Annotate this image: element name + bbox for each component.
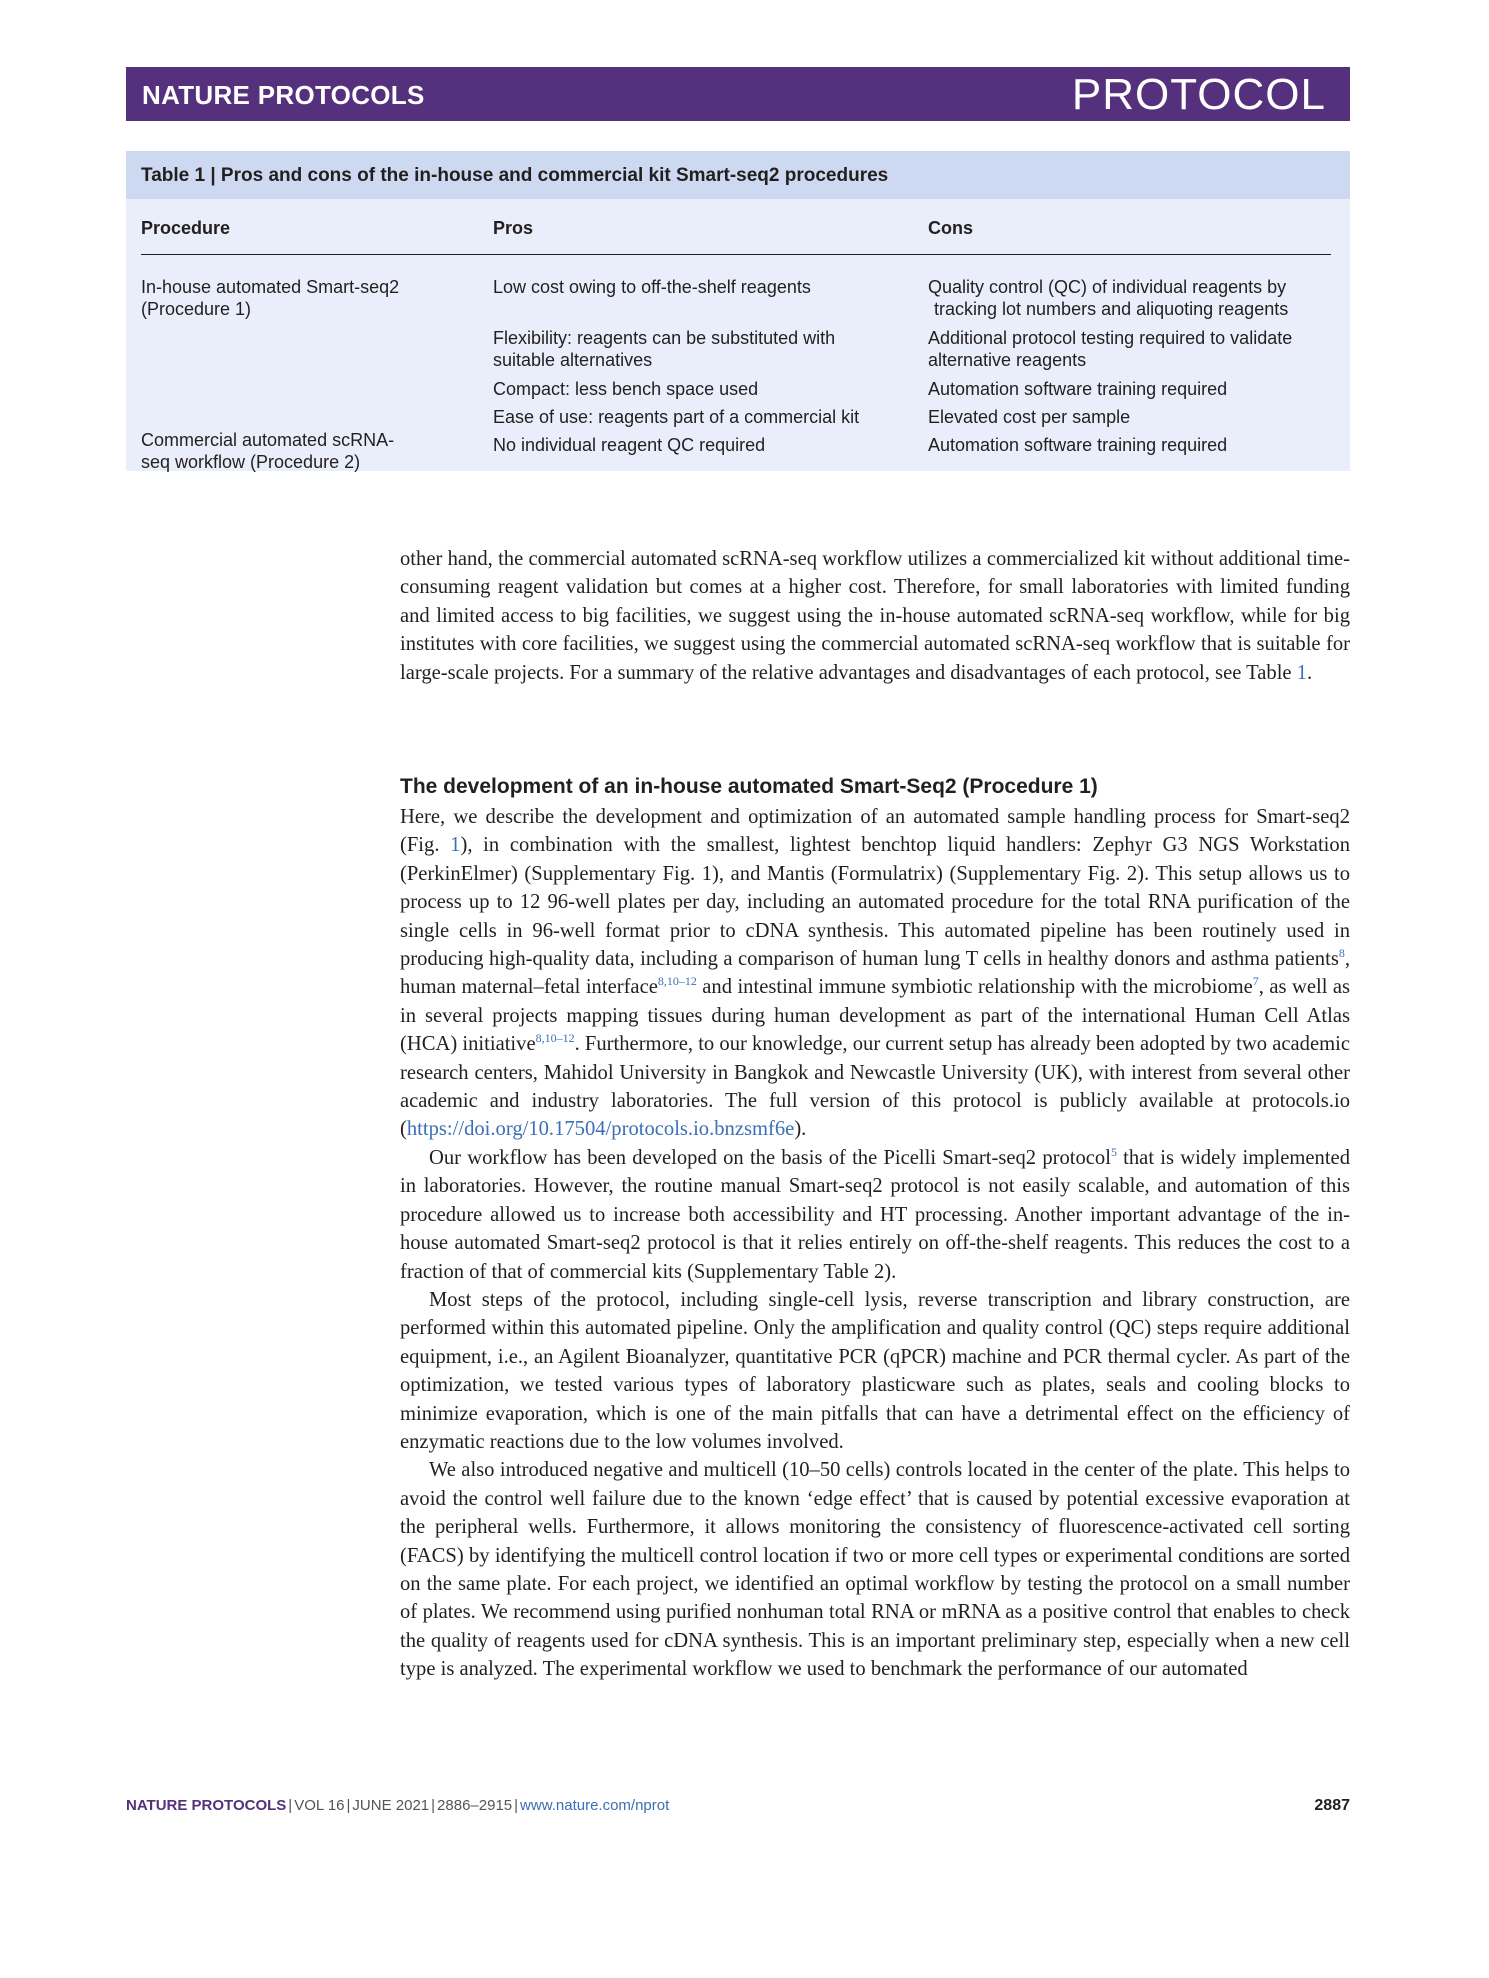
footer-separator: | [514, 1797, 519, 1814]
table-header-rule [141, 254, 1331, 255]
table-cell-con-line: tracking lot numbers and aliquoting reagents [934, 299, 1289, 319]
table-cell-pro: No individual reagent QC required [493, 435, 766, 455]
intro-paragraph [400, 545, 1350, 687]
reference-link[interactable]: 7 [1252, 974, 1259, 989]
procedure-2-cell [141, 429, 394, 473]
table-cell-pro [493, 327, 835, 371]
footer-separator: | [431, 1797, 436, 1814]
procedure-1-line-2: (Procedure 1) [141, 299, 252, 319]
footer-url-link[interactable]: www.nature.com/nprot [520, 1797, 670, 1814]
text-run: Here, we describe the development and optimization of an automated sample handling process for Smart-seq2 (Fig. [400, 806, 1350, 857]
footer-journal: NATURE PROTOCOLS [126, 1797, 287, 1814]
reference-link[interactable]: 8 [1338, 946, 1345, 961]
column-header-cons: Cons [928, 218, 973, 238]
table-cell-pro: Low cost owing to off-the-shelf reagents [493, 277, 811, 297]
text-run: , as well as in several projects mapping tissues during human development as part of the international Human Cell Atlas (HCA) initiative [400, 976, 1351, 1056]
table-cell-con: Automation software training required [928, 435, 1228, 455]
footer-volume: VOL 16 [294, 1797, 345, 1814]
table-cell-pro-line: Flexibility: reagents can be substituted with [493, 328, 836, 348]
journal-name: NATURE PROTOCOLS [142, 80, 425, 110]
table-cell-con-line: alternative reagents [928, 350, 1087, 370]
table-cell-pro: Compact: less bench space used [493, 379, 759, 399]
paragraph-workflow-basis [400, 1144, 1350, 1286]
text-run: . Furthermore, to our knowledge, our current setup has already been adopted by two academic research centers, Mahidol University in Bangkok and Newcastle University (UK), with interest from several other academic and industry laboratories. The full version of this protocol is publicly available at protocols.io ( [400, 1033, 1350, 1141]
reference-link[interactable]: 8,10–12 [657, 974, 697, 989]
section-heading: The development of an in-house automated Smart-Seq2 (Procedure 1) [400, 775, 1098, 798]
table-cell-con-line: Additional protocol testing required to validate [928, 328, 1293, 348]
intro-text: other hand, the commercial automated scRNA-seq workflow utilizes a commercialized kit without additional time-consuming reagent validation but comes at a higher cost. Therefore, for small laboratories with limited funding and limited access to big facilities, we suggest using the in-house automated scRNA-seq workflow, while for big institutes with core facilities, we suggest using the commercial automated scRNA-seq workflow that is suitable for large-scale projects. For a summary of the relative advantages and disadvantages of each protocol, see Table [400, 548, 1350, 684]
text-run: ), in combination with the smallest, lightest benchtop liquid handlers: Zephyr G3 NGS Workstation (PerkinElmer) (Supplementary Fig. 1), and Mantis (Formulatrix) (Supplementary Fig. 2). This setup allows us to process up to 12 96-well plates per day, including an automated procedure for the total RNA purification of the single cells in 96-well format prior to cDNA synthesis. This automated pipeline has been routinely used in producing high-quality data, including a comparison of human lung T cells in healthy donors and asthma patients [400, 834, 1350, 971]
text-run: and intestinal immune symbiotic relationship with the microbiome [696, 976, 1253, 999]
table-1-link[interactable]: 1 [1296, 661, 1308, 684]
paragraph-protocol-steps: Most steps of the protocol, including single-cell lysis, reverse transcription and library construction, are performed within this automated pipeline. Only the amplification and quality control (QC) steps require additional equipment, i.e., an Agilent Bioanalyzer, quantitative PCR (qPCR) machine and PCR thermal cycler. As part of the optimization, we tested various types of laboratory plasticware such as plates, seals and cooling blocks to minimize evaporation, which is one of the main pitfalls that can have a detrimental effect on the efficiency of enzymatic reactions due to the low volumes involved. [400, 1288, 1350, 1453]
protocols-io-link[interactable]: https://doi.org/10.17504/protocols.io.bnzsmf6e [406, 1118, 795, 1141]
table-title: Table 1 | Pros and cons of the in-house and commercial kit Smart-seq2 procedures [141, 165, 889, 186]
article-type-label: PROTOCOL [1071, 70, 1326, 119]
reference-link[interactable]: 5 [1110, 1144, 1117, 1159]
journal-header-bar [126, 67, 1350, 121]
table-cell-pro-line: suitable alternatives [493, 350, 653, 370]
procedure-2-line-2: seq workflow (Procedure 2) [141, 452, 361, 472]
procedure-1-line-1: In-house automated Smart-seq2 [141, 277, 400, 297]
paragraph-controls: We also introduced negative and multicell (10–50 cells) controls located in the center of the plate. This helps to avoid the control well failure due to the known ‘edge effect’ that is caused by potential excessive evaporation at the peripheral wells. Furthermore, it allows monitoring the consistency of fluorescence-activated cell sorting (FACS) by identifying the multicell control location if two or more cell types or experimental conditions are sorted on the same plate. For each project, we identified an optimal workflow by testing the protocol on a small number of plates. We recommend using purified nonhuman total RNA or mRNA as a positive control that enables to check the quality of reagents used for cDNA synthesis. This is an important preliminary step, especially when a new cell type is analyzed. The experimental workflow we used to benchmark the performance of our automated [400, 1459, 1350, 1681]
text-run: that is widely implemented in laboratories. However, the routine manual Smart-seq2 protocol is not easily scalable, and automation of this procedure allowed us to increase both accessibility and HT processing. Another important advantage of the in-house automated Smart-seq2 protocol is that it relies entirely on off-the-shelf reagents. This reduces the cost to a fraction of that of commercial kits (Supplementary Table 2). [400, 1146, 1350, 1283]
procedure-2-line-1: Commercial automated scRNA- [141, 430, 395, 450]
column-header-pros: Pros [493, 218, 534, 238]
paragraph-development [400, 803, 1350, 1144]
column-header-procedure: Procedure [141, 218, 231, 238]
table-cell-con: Elevated cost per sample [928, 407, 1131, 427]
footer-separator: | [288, 1797, 293, 1814]
text-run: , human maternal–fetal interface [400, 948, 1350, 999]
table-cell-con-line: Quality control (QC) of individual reagents by [928, 277, 1287, 297]
text-run: ). [794, 1118, 807, 1141]
section-body [400, 803, 1350, 1684]
table-cell-con: Automation software training required [928, 379, 1228, 399]
footer-separator: | [346, 1797, 351, 1814]
table-cell-con [928, 327, 1292, 371]
intro-end: . [1307, 661, 1313, 684]
table-cell-pro: Ease of use: reagents part of a commercial kit [493, 407, 860, 427]
table-title-bar [126, 151, 1350, 199]
text-run: Our workflow has been developed on the basis of the Picelli Smart-seq2 protocol [429, 1146, 1111, 1169]
page-number: 2887 [1314, 1797, 1350, 1814]
reference-link[interactable]: 8,10–12 [535, 1031, 575, 1046]
figure-1-link[interactable]: 1 [450, 834, 461, 857]
table-1 [126, 151, 1350, 471]
table-cell-con [928, 276, 1288, 320]
footer-date: JUNE 2021 [352, 1797, 430, 1814]
footer-pages: 2886–2915 [437, 1797, 513, 1814]
page-footer [126, 1797, 1350, 1814]
procedure-1-cell [141, 276, 399, 320]
